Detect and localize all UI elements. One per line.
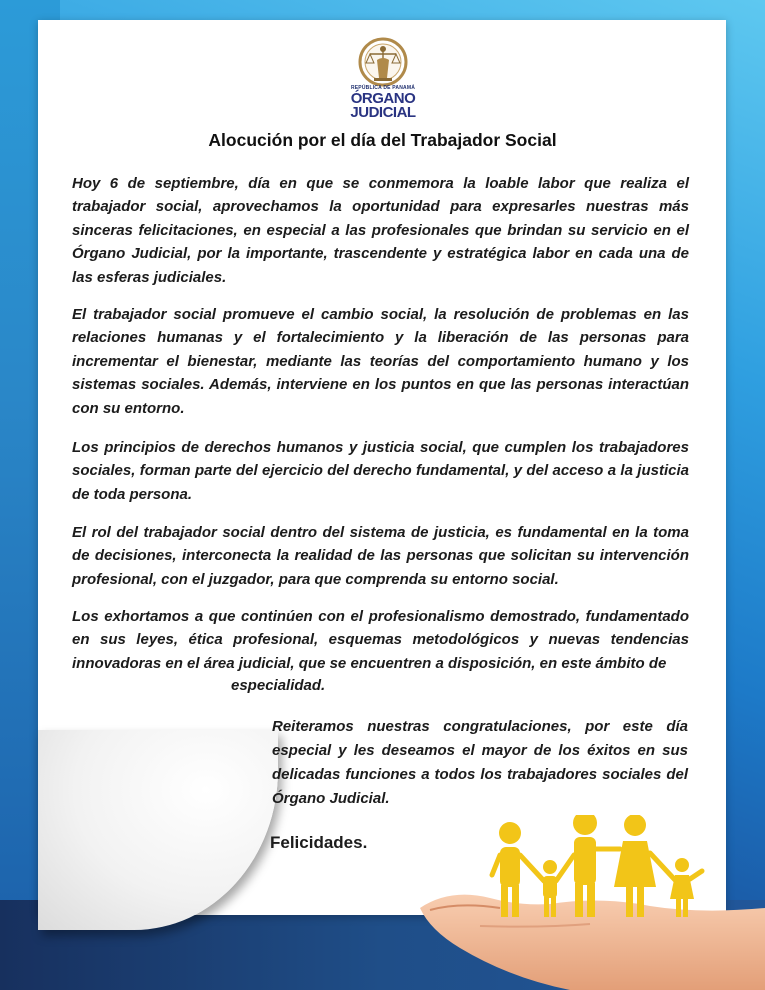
logo-wordmark bbox=[348, 92, 418, 120]
paragraph-5: Los exhortamos a que continúen con el profesionalismo demostrado, fundamentado en sus leyes, ética profesional, esquemas metodológicos y nuevas tendencias innovadoras en el área judicial, que se encuentren a disposición, en este ámbito de bbox=[72, 608, 689, 672]
logo-country: REPÚBLICA DE PANAMÁ bbox=[350, 85, 416, 91]
paragraph-2: El trabajador social promueve el cambio social, la resolución de problemas en las relaciones humanas y el fortalecimiento y la liberación de las personas para incrementar el bienestar, mediante las teorías del comportamiento humano y los sistemas sociales. Además, interviene en los puntos en que las personas interactúan con su entorno. bbox=[72, 306, 689, 417]
logo-line-1: ÓRGANO bbox=[350, 90, 416, 107]
logo-line-2: JUDICIAL bbox=[350, 104, 416, 121]
closing-paragraph: Reiteramos nuestras congratulaciones, por este día especial y les deseamos el mayor de los éxitos en sus delicadas funciones a todos los trabajadores sociales del Órgano Judicial. bbox=[272, 718, 688, 807]
paragraph-5-tail: especialidad. bbox=[231, 677, 326, 694]
paragraph-3: Los principios de derechos humanos y justicia social, que cumplen los trabajadores sociales, forman parte del ejercicio del derecho fundamental, y del acceso a la justicia de toda persona. bbox=[72, 439, 689, 503]
greeting: Felicidades. bbox=[270, 833, 368, 852]
family-icon bbox=[470, 815, 710, 925]
page-title: Alocución por el día del Trabajador Social bbox=[208, 130, 557, 150]
paragraph-4: El rol del trabajador social dentro del sistema de justicia, es fundamental en la toma de decisiones, interconecta la realidad de las personas que solicitan su intervención profesional, con el juzgador, para que comprenda su entorno social. bbox=[72, 524, 689, 588]
paragraph-1: Hoy 6 de septiembre, día en que se conmemora la loable labor que realiza el trabajador social, aprovechamos la oportunidad para expresarles nuestras más sinceras felicitaciones, en especial a las profesionales que brindan su servicio en el Órgano Judicial, por la importante, trascendente y estratégica labor en cada una de las esferas judiciales. bbox=[72, 175, 689, 286]
